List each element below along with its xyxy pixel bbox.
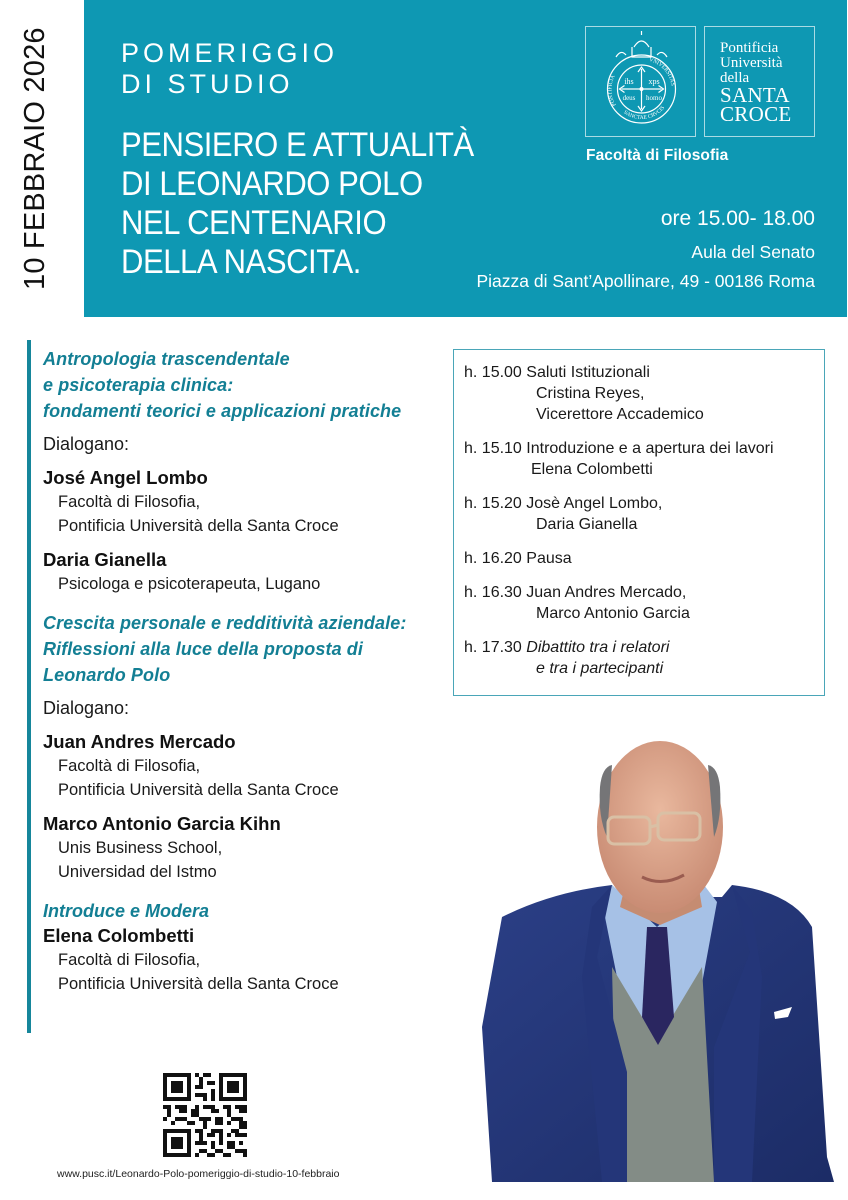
schedule-item xyxy=(464,438,824,480)
svg-text:ihs: ihs xyxy=(624,77,634,86)
topic-line: e psicoterapia clinica: xyxy=(43,375,234,395)
schedule-detail: Marco Antonio Garcia xyxy=(536,605,690,622)
logo-line: Università xyxy=(720,55,783,71)
schedule-box xyxy=(453,349,825,696)
title-line: NEL CENTENARIO xyxy=(121,204,387,242)
event-title xyxy=(121,126,474,282)
schedule-item xyxy=(464,362,824,425)
moderator-label: Introduce e Modera xyxy=(43,901,210,921)
schedule-line: h. 15.20 Josè Angel Lombo, xyxy=(464,495,663,512)
title-line: PENSIERO E ATTUALITÀ xyxy=(121,126,474,164)
svg-text:SANCTAE CRVCIS: SANCTAE CRVCIS xyxy=(622,105,667,122)
event-type xyxy=(121,38,338,100)
schedule-detail: Vicerettore Accademico xyxy=(536,406,704,423)
header-banner xyxy=(84,0,847,317)
schedule-item xyxy=(464,493,824,535)
university-seal-logo xyxy=(585,26,696,137)
event-room: Aula del Senato xyxy=(691,242,815,262)
svg-text:homo: homo xyxy=(646,94,662,102)
speaker-affiliation: Facoltà di Filosofia, xyxy=(58,493,201,511)
moderator-name: Elena Colombetti xyxy=(43,925,195,946)
topic-line: Leonardo Polo xyxy=(43,665,171,685)
qr-code[interactable] xyxy=(163,1073,247,1157)
event-address: Piazza di Sant’Apollinare, 49 - 00186 Roma xyxy=(476,271,815,291)
schedule-line: Dibattito tra i relatori xyxy=(526,639,670,656)
kicker-line-1: POMERIGGIO xyxy=(121,38,339,68)
program-section xyxy=(43,346,453,996)
portrait-photo xyxy=(462,727,834,1182)
accent-bar xyxy=(27,340,31,1033)
logo-line: della xyxy=(720,70,750,86)
portrait-icon xyxy=(462,727,834,1182)
schedule-detail: Elena Colombetti xyxy=(531,461,653,478)
moderator-affiliation: Pontificia Università della Santa Croce xyxy=(58,975,339,993)
topic-line: fondamenti teorici e applicazioni pratiche xyxy=(43,401,402,421)
logo-line: CROCE xyxy=(720,102,792,126)
svg-text:xps: xps xyxy=(648,77,660,86)
speaker-affiliation: Pontificia Università della Santa Croce xyxy=(58,517,339,535)
topic-line: Crescita personale e redditività aziendale: xyxy=(43,613,407,633)
schedule-line: h. 15.00 Saluti Istituzionali xyxy=(464,364,650,381)
title-line: DELLA NASCITA. xyxy=(121,243,361,281)
speaker-name: José Angel Lombo xyxy=(43,467,208,488)
topic-line: Riflessioni alla luce della proposta di xyxy=(43,639,363,659)
speaker-affiliation: Unis Business School, xyxy=(58,839,223,857)
schedule-detail: Cristina Reyes, xyxy=(536,385,645,402)
session-topic xyxy=(43,346,453,424)
session-2 xyxy=(43,610,453,884)
title-line: DI LEONARDO POLO xyxy=(121,165,423,203)
schedule-time: h. 17.30 xyxy=(464,639,527,656)
speaker-name: Juan Andres Mercado xyxy=(43,731,236,752)
speaker-name: Marco Antonio Garcia Kihn xyxy=(43,813,281,834)
seal-icon xyxy=(586,27,697,138)
logo-line: SANTA xyxy=(720,83,790,107)
schedule-detail: e tra i partecipanti xyxy=(536,660,664,677)
dialogano-label: Dialogano: xyxy=(43,434,130,454)
session-1 xyxy=(43,346,453,596)
speaker-affiliation: Psicologa e psicoterapeuta, Lugano xyxy=(58,575,321,593)
svg-text:PONTIFICIA: PONTIFICIA xyxy=(607,74,618,108)
schedule-item xyxy=(464,548,824,569)
event-time: ore 15.00- 18.00 xyxy=(660,207,815,230)
speaker-affiliation: Facoltà di Filosofia, xyxy=(58,757,201,775)
svg-text:VNIVERSITAS: VNIVERSITAS xyxy=(648,57,676,87)
dialogano-label: Dialogano: xyxy=(43,698,130,718)
schedule-line: h. 15.10 Introduzione e a apertura dei lavori xyxy=(464,440,774,457)
speaker-affiliation: Pontificia Università della Santa Croce xyxy=(58,781,339,799)
speaker-affiliation: Universidad del Istmo xyxy=(58,863,217,881)
event-date-vertical: 10 FEBBRAIO 2026 xyxy=(19,27,51,290)
logo-line: Pontificia xyxy=(720,40,779,56)
faculty-name: Facoltà di Filosofia xyxy=(586,147,729,164)
schedule-line: h. 16.20 Pausa xyxy=(464,550,572,567)
schedule-item xyxy=(464,582,824,624)
event-url[interactable]: www.pusc.it/Leonardo-Polo-pomeriggio-di-studio-10-febbraio xyxy=(57,1168,340,1180)
schedule-detail: Daria Gianella xyxy=(536,516,638,533)
moderator xyxy=(43,898,453,996)
schedule-line: h. 16.30 Juan Andres Mercado, xyxy=(464,584,687,601)
qr-code-icon xyxy=(163,1073,247,1157)
session-topic xyxy=(43,610,453,688)
university-name-logo xyxy=(704,26,815,137)
kicker-line-2: DI STUDIO xyxy=(121,69,294,99)
schedule-item xyxy=(464,637,824,679)
speaker-name: Daria Gianella xyxy=(43,549,167,570)
topic-line: Antropologia trascendentale xyxy=(43,349,290,369)
moderator-affiliation: Facoltà di Filosofia, xyxy=(58,951,201,969)
svg-text:deus: deus xyxy=(622,94,636,102)
